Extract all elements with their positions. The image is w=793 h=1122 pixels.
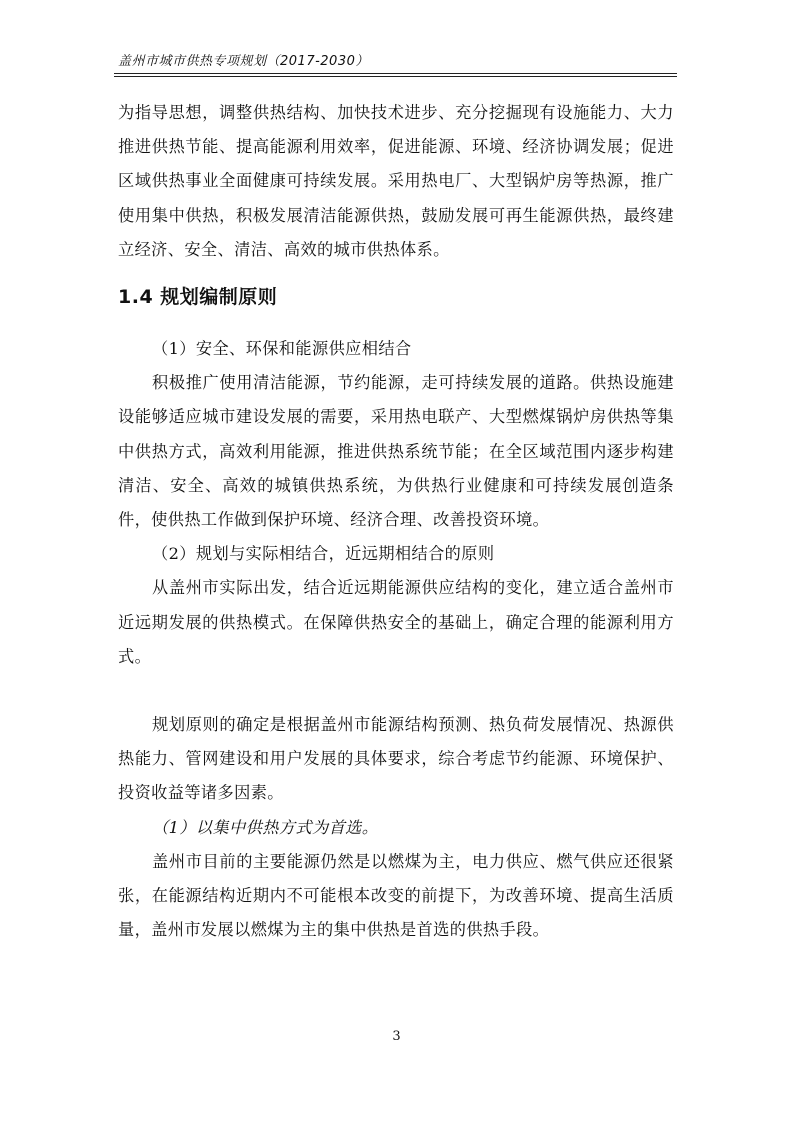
header-rule [114,73,677,74]
principle-2-title: （2）规划与实际相结合，近远期相结合的原则 [152,544,495,564]
principle-central-heating-body: 盖州市目前的主要能源仍然是以燃煤为主，电力供应、燃气供应还很紧张，在能源结构近期内不可能根本改变的前提下，为改善环境、提高生活质量，盖州市发展以燃煤为主的集中供热是首选的供热手段。 [118,851,674,940]
paragraph-gap [118,674,674,708]
section-heading: 1.4 规划编制原则 [118,286,278,309]
principle-2-body: 从盖州市实际出发，结合近远期能源供应结构的变化，建立适合盖州市近远期发展的供热模式。在保障供热安全的基础上，确定合理的能源利用方式。 [118,578,674,666]
running-header: 盖州市城市供热专项规划（2017-2030） [118,54,369,69]
page-number: 3 [392,1029,401,1044]
principle-1-body: 积极推广使用清洁能源，节约能源，走可持续发展的道路。供热设施建设能够适应城市建设发展的需要，采用热电联产、大型燃煤锅炉房供热等集中供热方式，高效利用能源，推进供热系统节能；在全区域范围内逐步构建清洁、安全、高效的城镇供热系统，为供热行业健康和可持续发展创造条件，使供热工作做到保护环境、经济合理、改善投资环境。 [118,373,674,530]
principle-central-heating-title: （1）以集中供热方式为首选。 [152,817,379,837]
body-content [118,96,674,947]
header-rule-double [114,76,677,77]
principles-summary-paragraph: 规划原则的确定是根据盖州市能源结构预测、热负荷发展情况、热源供热能力、管网建设和用户发展的具体要求，综合考虑节约能源、环境保护、投资收益等诸多因素。 [118,715,674,803]
principle-1-title: （1）安全、环保和能源供应相结合 [152,339,412,359]
intro-paragraph: 为指导思想，调整供热结构、加快技术进步、充分挖掘现有设施能力、大力推进供热节能、提高能源利用效率，促进能源、环境、经济协调发展；促进区域供热事业全面健康可持续发展。采用热电厂、大型锅炉房等热源，推广使用集中供热，积极发展清洁能源供热，鼓励发展可再生能源供热，最终建立经济、安全、清洁、高效的城市供热体系。 [118,103,674,259]
